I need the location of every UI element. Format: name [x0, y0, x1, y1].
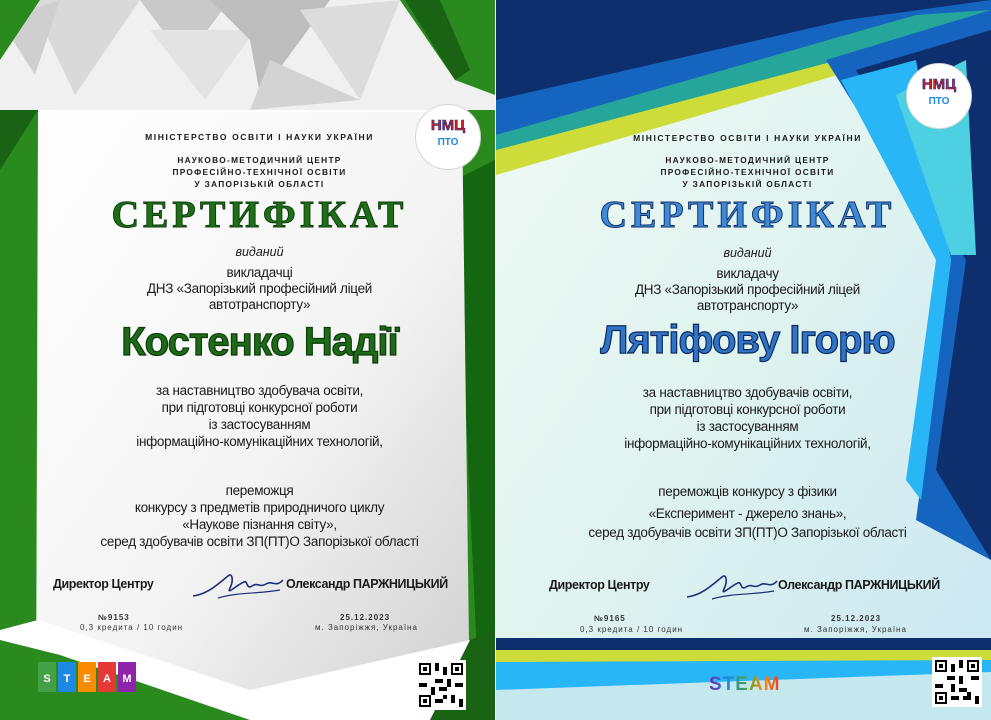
winner-line-2: «Експеримент - джерело знань», [648, 506, 847, 521]
reason-line-3: із застосуванням [696, 419, 799, 434]
issue-place: м. Запоріжжя, Україна [804, 625, 907, 634]
centre-line-1: НАУКОВО-МЕТОДИЧНИЙ ЦЕНТР [177, 155, 342, 165]
institution-line-2: автотранспорту» [208, 297, 311, 312]
logo-top-text: НМЦ [921, 76, 957, 93]
issue-place: м. Запоріжжя, Україна [315, 623, 418, 632]
recipient-role: викладачці [226, 265, 293, 280]
certificate-number: №9153 [98, 613, 130, 622]
recipient-role: викладачу [716, 266, 779, 281]
recipient-name: Костенко Надії [121, 320, 398, 364]
certificate-number: №9165 [594, 614, 626, 623]
institution-line-2: автотранспорту» [696, 298, 799, 313]
director-name: Олександр ПАРЖНИЦЬКИЙ [778, 578, 940, 592]
winner-line-3: «Наукове пізнання світу», [182, 517, 337, 532]
logo-bottom-text: ПТО [437, 137, 459, 148]
credits: 0,3 кредита / 10 годин [80, 623, 184, 632]
centre-line-2: ПРОФЕСІЙНО-ТЕХНІЧНОЇ ОСВІТИ [172, 167, 347, 177]
winner-line-4: серед здобувачів освіти ЗП(ПТ)О Запорізької області [100, 534, 419, 549]
steam-logo-text: STEAM [709, 674, 781, 695]
certificate-title: СЕРТИФІКАТ [599, 194, 896, 236]
reason-line-4: інформаційно-комунікаційних технологій, [136, 434, 383, 449]
signature-icon [682, 567, 782, 607]
institution-line-1: ДНЗ «Запорізький професійний ліцей [634, 282, 861, 297]
institution-line-1: ДНЗ «Запорізький професійний ліцей [146, 281, 373, 296]
nmc-ptu-logo [906, 63, 972, 129]
qr-code-icon [932, 657, 982, 707]
certificate-left [0, 0, 495, 720]
steam-letter-m: M [118, 662, 136, 692]
reason-line-2: при підготовці конкурсної роботи [161, 400, 358, 415]
centre-line-3: У ЗАПОРІЗЬКІЙ ОБЛАСТІ [194, 179, 325, 189]
steam-letter-s: S [38, 662, 56, 692]
certificate-title: СЕРТИФІКАТ [111, 194, 408, 236]
reason-line-4: інформаційно-комунікаційних технологій, [624, 436, 871, 451]
logo-bottom-text: ПТО [928, 96, 950, 107]
reason-line-1: за наставництво здобувачів освіти, [642, 385, 853, 400]
logo-top-text: НМЦ [430, 117, 466, 134]
steam-letter-a: A [98, 662, 116, 692]
certificate-right [496, 0, 991, 720]
winner-line-3: серед здобувачів освіти ЗП(ПТ)О Запорізької області [588, 525, 907, 540]
issue-date: 25.12.2023 [340, 613, 391, 622]
steam-logo [38, 662, 136, 692]
director-name: Олександр ПАРЖНИЦЬКИЙ [286, 577, 448, 591]
ministry-name: МІНІСТЕРСТВО ОСВІТИ І НАУКИ УКРАЇНИ [633, 133, 862, 143]
winner-line-2: конкурсу з предметів природничого циклу [134, 500, 385, 515]
centre-line-3: У ЗАПОРІЗЬКІЙ ОБЛАСТІ [682, 179, 813, 189]
winner-line-1: переможця [225, 483, 294, 498]
steam-letter-t: T [58, 662, 76, 692]
signature-icon [188, 566, 288, 606]
issued-label: виданий [723, 246, 772, 260]
director-label: Директор Центру [549, 578, 650, 592]
reason-line-2: при підготовці конкурсної роботи [649, 402, 846, 417]
director-label: Директор Центру [53, 577, 154, 591]
reason-line-3: із застосуванням [208, 417, 311, 432]
recipient-name: Лятіфову Ігорю [600, 318, 895, 362]
issue-date: 25.12.2023 [831, 614, 882, 623]
qr-code-icon [416, 660, 466, 710]
issued-label: виданий [235, 245, 284, 259]
steam-letter-e: E [78, 662, 96, 692]
centre-line-2: ПРОФЕСІЙНО-ТЕХНІЧНОЇ ОСВІТИ [660, 167, 835, 177]
winner-line-1: переможців конкурсу з фізики [658, 484, 837, 499]
steam-logo [709, 674, 781, 696]
ministry-name: МІНІСТЕРСТВО ОСВІТИ І НАУКИ УКРАЇНИ [145, 132, 374, 142]
reason-line-1: за наставництво здобувача освіти, [155, 383, 364, 398]
centre-line-1: НАУКОВО-МЕТОДИЧНИЙ ЦЕНТР [665, 155, 830, 165]
credits: 0,3 кредита / 10 годин [580, 625, 684, 634]
